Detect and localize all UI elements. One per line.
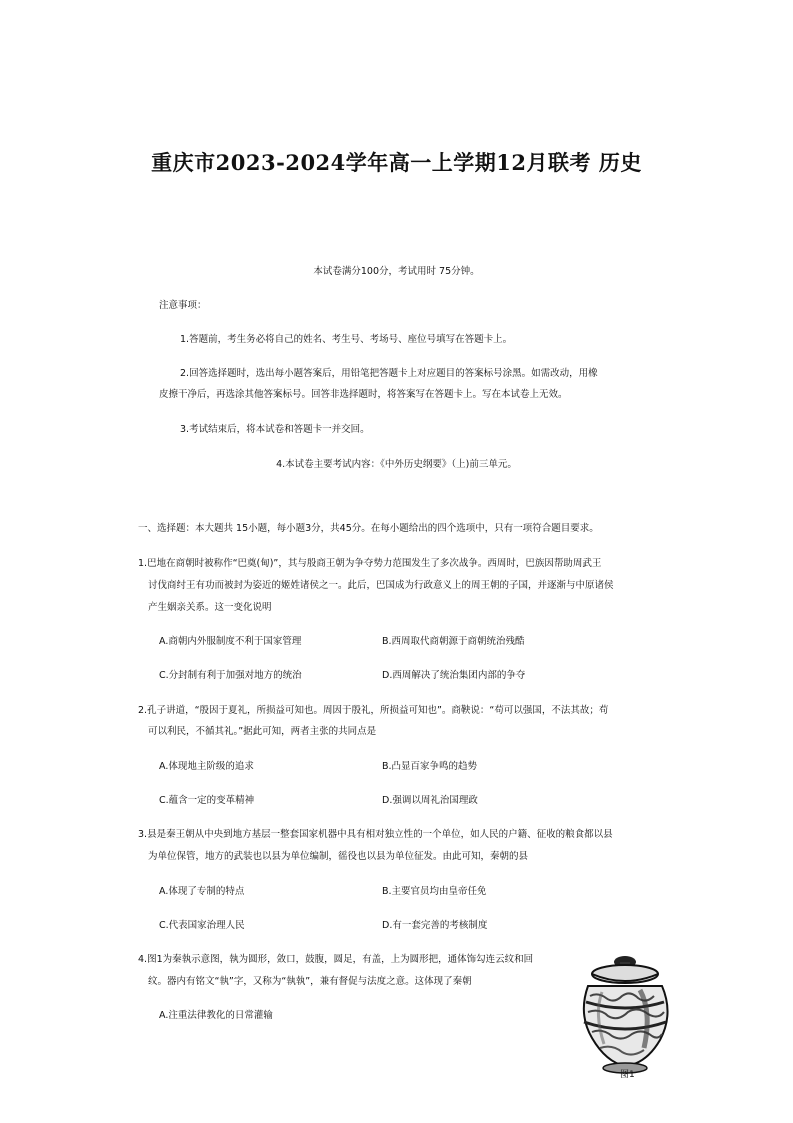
question-1-option-c: C.分封制有利于加强对地方的统治 xyxy=(159,670,302,681)
notice-item: 2.回答选择题时，选出每小题答案后，用铅笔把答题卡上对应题目的答案标号涂黑。如需改动，用橡 xyxy=(180,368,598,379)
question-3-text: 3.县是秦王朝从中央到地方基层一整套国家机器中具有相对独立性的一个单位，如人民的户籍、征收的粮食都以县 xyxy=(138,829,613,840)
question-4-text: 4.图1为秦執示意图，執为圆形，敛口，鼓腹，圆足，有盖，上为圆形把，通体饰勾连云纹和回 xyxy=(138,954,534,965)
question-1-text: 产生姻亲关系。这一变化说明 xyxy=(148,602,272,613)
question-4-text: 纹。器内有铭文“執”字，又称为“執執”，兼有督促与法度之意。这体现了秦朝 xyxy=(148,976,472,987)
question-2-option-c: C.蕴含一定的变革精神 xyxy=(159,795,255,806)
jar-illustration-icon xyxy=(578,952,688,1082)
question-2-option-b: B.凸显百家争鸣的趋势 xyxy=(382,761,478,772)
notice-heading: 注意事项： xyxy=(159,300,207,311)
notice-item: 3.考试结束后，将本试卷和答题卡一并交回。 xyxy=(180,424,370,435)
question-2-option-a: A.体现地主阶级的追求 xyxy=(159,761,254,772)
notice-item-continued: 皮擦干净后，再选涂其他答案标号。回答非选择题时，将答案写在答题卡上。写在本试卷上无效。 xyxy=(159,389,568,400)
figure-caption: 图1 xyxy=(620,1070,635,1080)
question-2-text: 可以利民，不循其礼。”据此可知，两者主张的共同点是 xyxy=(148,726,377,737)
question-1-option-d: D.西周解决了统治集团内部的争夺 xyxy=(382,670,526,681)
question-3-option-b: B.主要官员均由皇帝任免 xyxy=(382,886,487,897)
exam-intro: 本试卷满分100分，考试用时 75分钟。 xyxy=(313,266,480,277)
notice-item: 1.答题前，考生务必将自己的姓名、考生号、考场号、座位号填写在答题卡上。 xyxy=(180,334,513,345)
question-1-option-a: A.商朝内外服制度不利于国家管理 xyxy=(159,636,302,647)
notice-item: 4.本试卷主要考试内容：《中外历史纲要》（上)前三单元。 xyxy=(276,459,517,470)
section-heading: 一、选择题：本大题共 15小题，每小题3分，共45分。在每小题给出的四个选项中，只有一项符合题目要求。 xyxy=(138,523,599,534)
question-3-option-d: D.有一套完善的考核制度 xyxy=(382,920,488,931)
question-2-text: 2.孔子讲道，“殷因于夏礼，所损益可知也。周因于殷礼，所损益可知也”。商鞅说：“苟可以强国，不法其故；苟 xyxy=(138,705,609,716)
question-2-option-d: D.强调以周礼治国理政 xyxy=(382,795,478,806)
question-3-option-c: C.代表国家治理人民 xyxy=(159,920,245,931)
question-1-text: 1.巴地在商朝时被称作“巴奠(甸)”，其与殷商王朝为争夺势力范围发生了多次战争。西周时，巴族因帮助周武王 xyxy=(138,558,602,569)
question-4-option-a: A.注重法律教化的日常灌输 xyxy=(159,1010,273,1021)
question-3-option-a: A.体现了专制的特点 xyxy=(159,886,245,897)
page-title: 重庆市2023-2024学年高一上学期12月联考 历史 xyxy=(151,150,642,175)
question-1-text: 讨伐商纣王有功而被封为姿近的姬姓诸侯之一。此后，巴国成为行政意义上的周王朝的子国，并逐渐与中原诸侯 xyxy=(148,580,614,591)
question-3-text: 为单位保管，地方的武装也以县为单位编制，徭役也以县为单位征发。由此可知，秦朝的县 xyxy=(148,851,529,862)
question-1-option-b: B.西周取代商朝源于商朝统治残酷 xyxy=(382,636,525,647)
